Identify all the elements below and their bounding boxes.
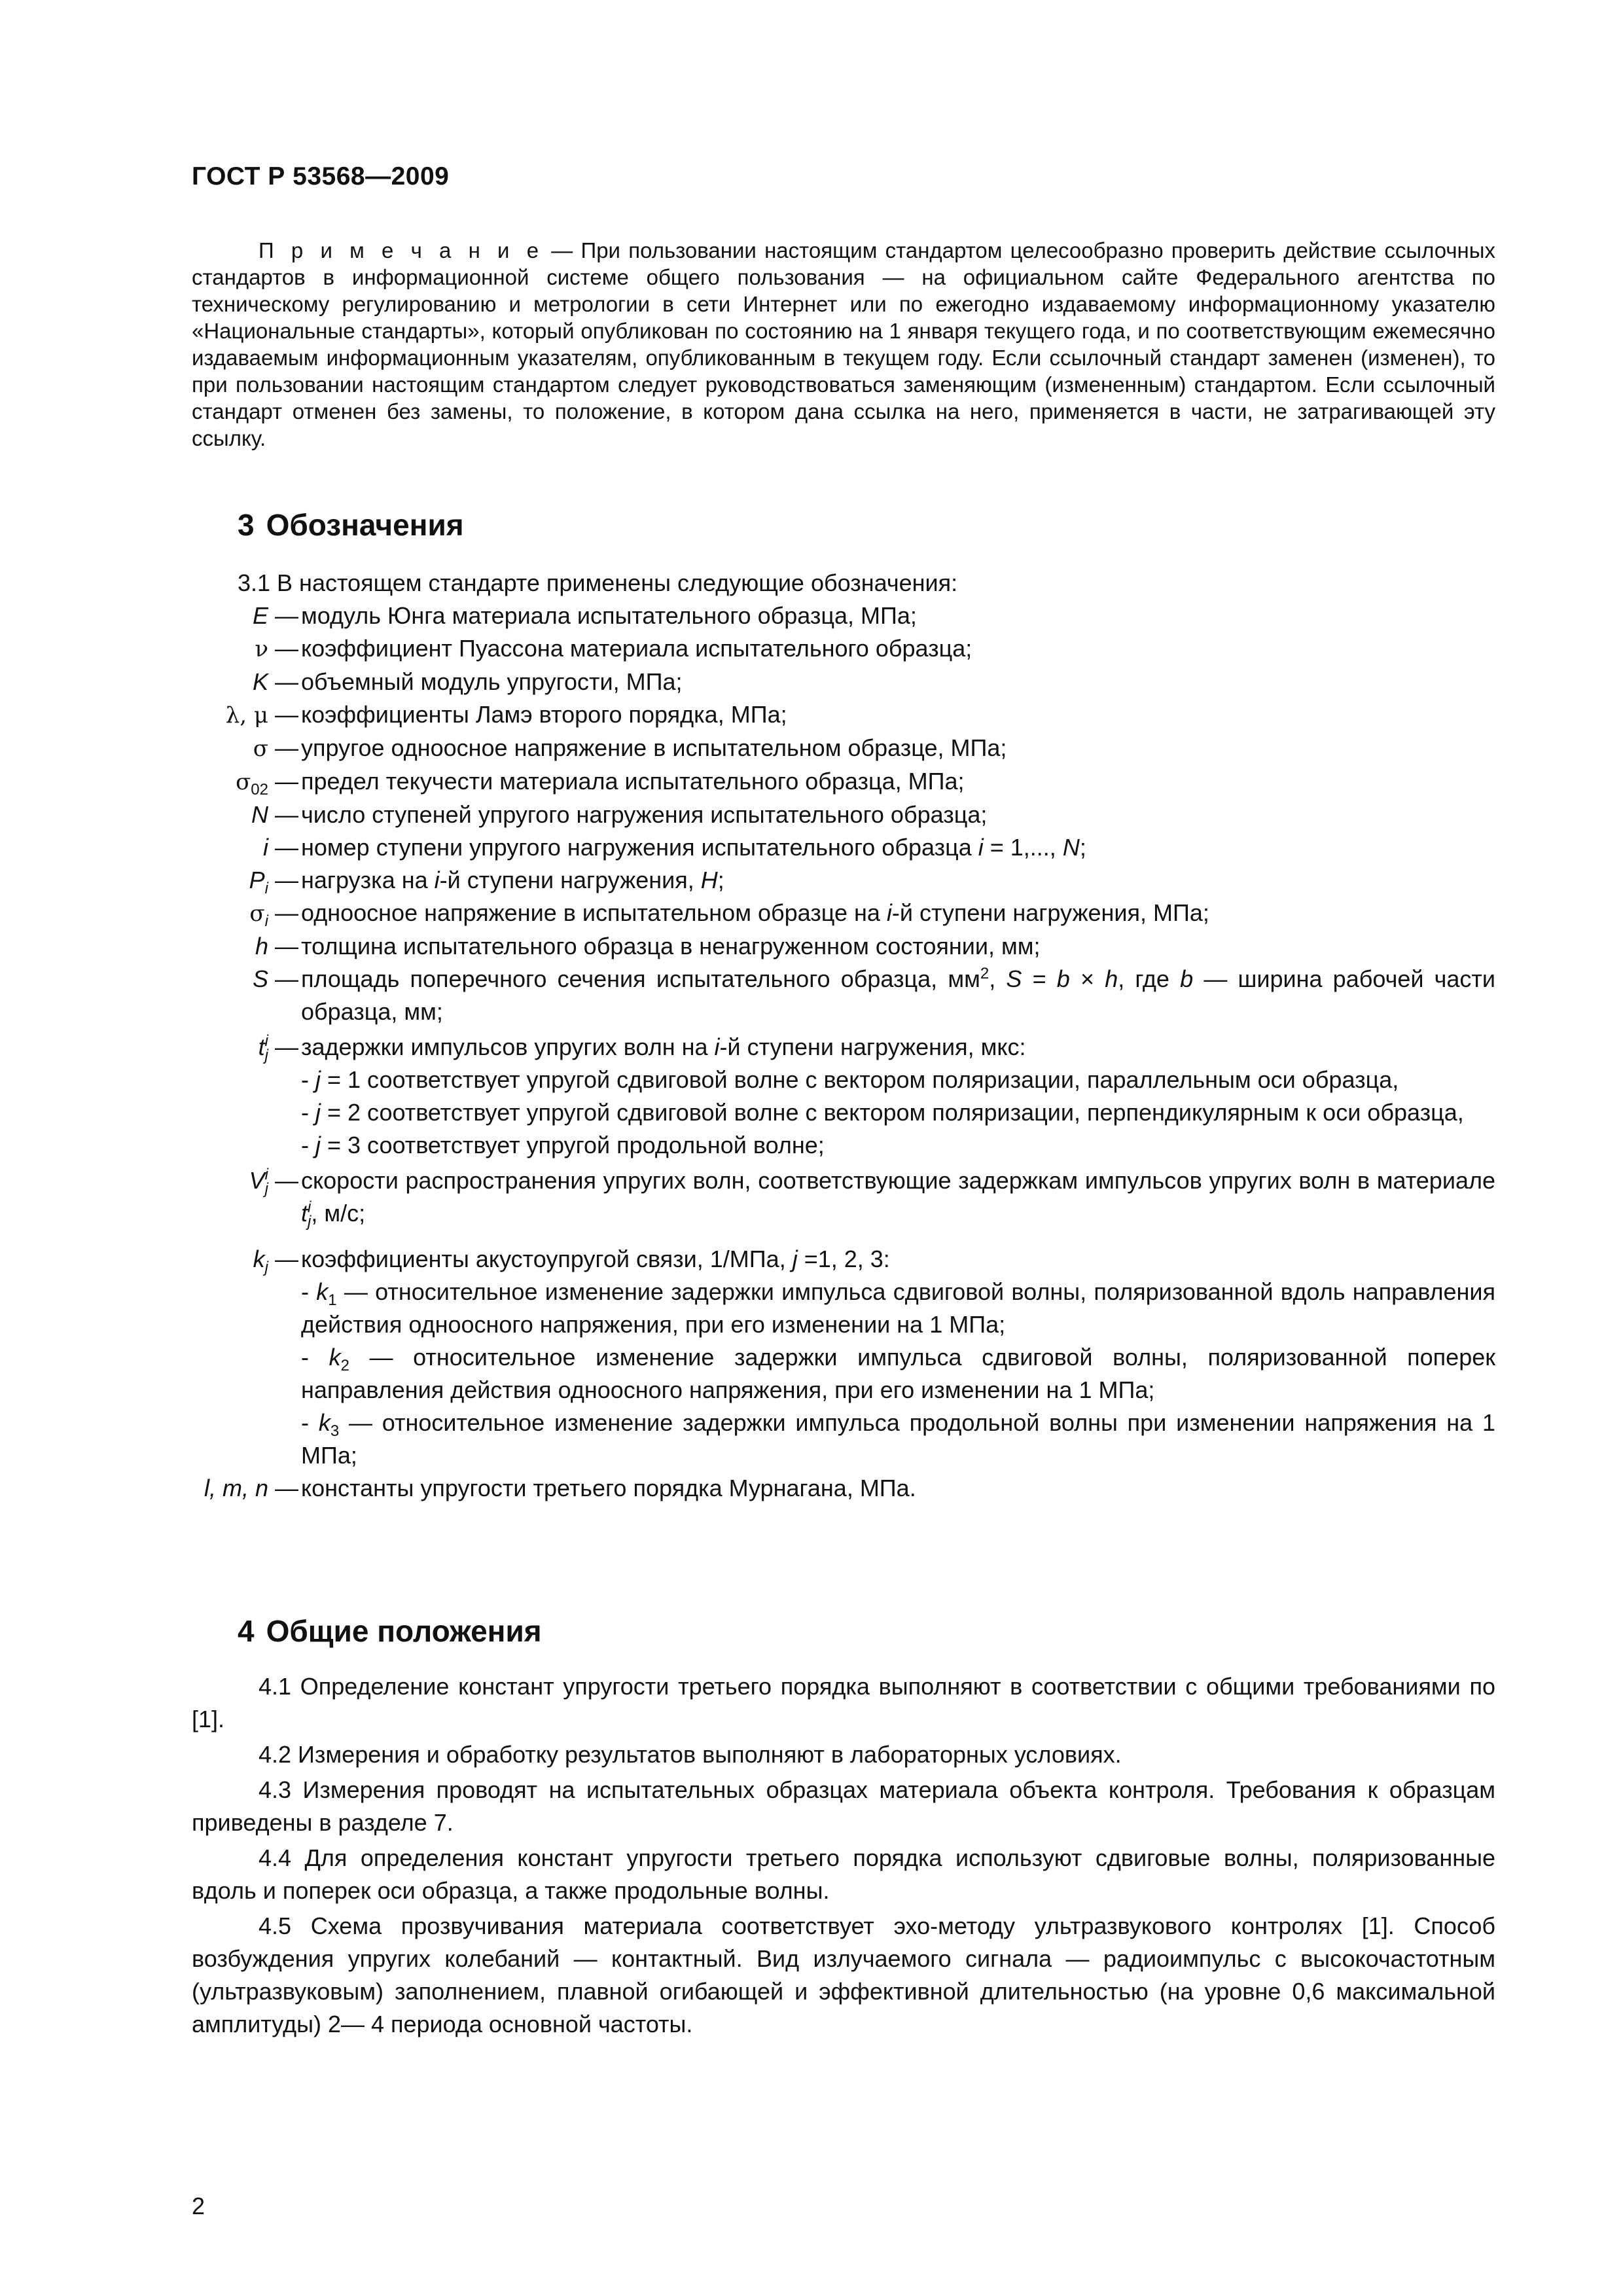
def-row-K: K — объемный модуль упругости, МПа; [157, 666, 1495, 698]
def-row-Pi: $P_i$ — нагрузка на i-й ступени нагружения, Н; [157, 864, 1495, 897]
def-sigma02-text: предел текучести материала испытательного образца, МПа; [301, 768, 965, 795]
section-4-heading [238, 1613, 542, 1649]
symbol-sigma02: σ [236, 769, 251, 795]
section-3-heading [238, 507, 464, 543]
def-row-lame: λ, μ — коэффициенты Ламэ второго порядка, МПа; [157, 698, 1495, 732]
def-row-sigma02: $\sigma_{02}$ — предел текучести материала испытательного образца, МПа; [157, 765, 1495, 798]
def-row-i: i — номер ступени упругого нагружения испытательного образца i = 1,..., N; [157, 831, 1495, 864]
kj-item: - $k_3$ — относительное изменение задержки импульса продольной волны при изменении напряжения на 1 МПа; [301, 1409, 1495, 1469]
section-3-number: 3 [238, 508, 255, 542]
def-Pi-text: нагрузка на i-й ступени нагружения, Н; [301, 867, 724, 893]
def-kj-text: коэффициенты акустоупругой связи, 1/МПа, j =1, 2, 3: - $k_1$ — относительное изменение задержки импульса сдвиговой волны, поляризованной вдоль направления действия одноосного напряжения, при его изменении на 1 МПа; - $k_2$ — относительное изменение задержки импульса сдвиговой волны, поляризованной поперек направления действия одноосного напряжения, при его изменении на 1 МПа; - $k_3$ — относительное изменение задержки импульса продольной волны при изменении напряжения на 1 МПа; [301, 1243, 1495, 1472]
section-4-body [192, 1670, 1495, 2043]
paragraph-4-3: 4.3 Измерения проводят на испытательных образцах материала объекта контроля. Требования к образцам приведены в разделе 7. [192, 1776, 1495, 1836]
symbol-lambda-mu: λ, μ [225, 702, 268, 728]
kj-item: - $k_1$ — относительное изменение задержки импульса сдвиговой волны, поляризованной вдоль направления действия одноосного напряжения, при его изменении на 1 МПа; [301, 1278, 1495, 1338]
def-lame-text: коэффициенты Ламэ второго порядка, МПа; [301, 701, 787, 728]
symbol-lmn: l, m, n [204, 1475, 268, 1501]
reference-note [192, 237, 1495, 452]
symbol-N: N [251, 801, 268, 828]
def-nu-text: коэффициент Пуассона материала испытательного образца; [301, 635, 972, 662]
paragraph-4-1: 4.1 Определение констант упругости третьего порядка выполняют в соответствии с общими требованиями по [1]. [192, 1673, 1495, 1732]
symbol-h: h [255, 933, 268, 960]
def-h-text: толщина испытательного образца в ненагруженном состоянии, мм; [301, 933, 1041, 960]
tij-item: - j = 1 соответствует упругой сдвиговой волне с вектором поляризации, параллельным оси образца, [301, 1066, 1399, 1093]
paragraph-4-2: 4.2 Измерения и обработку результатов выполняют в лабораторных условиях. [259, 1741, 1122, 1768]
def-row-h: h — толщина испытательного образца в ненагруженном состоянии, мм; [157, 930, 1495, 963]
symbol-Vij: V [249, 1167, 265, 1194]
page-number: 2 [192, 2193, 205, 2219]
section-3-title: Обозначения [266, 508, 464, 542]
kj-item: - $k_2$ — относительное изменение задержки импульса сдвиговой волны, поляризованной поперек направления действия одноосного напряжения, при его изменении на 1 МПа; [301, 1344, 1495, 1403]
section-4-title: Общие положения [266, 1614, 542, 1648]
symbol-Pi: P [249, 867, 265, 893]
symbol-kj: k [253, 1246, 265, 1272]
paragraph-4-4: 4.4 Для определения констант упругости третьего порядка используют сдвиговые волны, поляризованные вдоль и поперек оси образца, а также продольные волны. [192, 1844, 1495, 1904]
tij-item: - j = 2 соответствует упругой сдвиговой волне с вектором поляризации, перпендикулярным к оси образца, [301, 1099, 1464, 1126]
symbol-nu: ν [255, 636, 268, 662]
symbol-K: K [252, 668, 268, 695]
note-text: — При пользовании настоящим стандартом целесообразно проверить действие ссылочных стандартов в информационной системе общего пользования — на официальном сайте Федерального агентства по техническому регулированию и метрологии в сети Интернет или по ежегодно издаваемому информационному указателю «Национальные стандарты», который опубликован по состоянию на 1 января текущего года, и по соответствующим ежемесячно издаваемым информационным указателям, опубликованным в текущем году. Если ссылочный стандарт заменен (изменен), то при пользовании настоящим стандартом следует руководствоваться заменяющим (измененным) стандартом. Если ссылочный стандарт отменен без замены, то положение, в котором дана ссылка на него, применяется в части, не затрагивающей эту ссылку. [192, 238, 1495, 450]
def-row-N: N — число ступеней упругого нагружения испытательного образца; [157, 798, 1495, 831]
def-row-sigma: σ — упругое одноосное напряжение в испытательном образце, МПа; [157, 732, 1495, 765]
symbol-S: S [252, 965, 268, 992]
paragraph-4-5: 4.5 Схема прозвучивания материала соответствует эхо-методу ультразвукового контролях [1]. Способ возбуждения упругих колебаний — контактный. Вид излучаемого сигнала — радиоимпульс с высокочастотным (ультразвуковым) заполнением, плавной огибающей и эффективной длительностью (на уровне 0,6 максимальной амплитуды) 2— 4 периода основной частоты. [192, 1912, 1495, 2037]
symbol-sigma: σ [253, 736, 268, 762]
def-row-lmn: l, m, n — константы упругости третьего порядка Мурнагана, МПа. [157, 1472, 1495, 1505]
section-4-number: 4 [238, 1614, 255, 1648]
symbol-definitions [157, 600, 1495, 1505]
symbol-i: i [262, 834, 268, 861]
def-lmn-text: константы упругости третьего порядка Мурнагана, МПа. [301, 1475, 916, 1501]
def-S-text: площадь поперечного сечения испытательного образца, $мм^2$, S = b × h, где b — ширина рабочей части образца, мм; [301, 965, 1496, 1025]
def-row-tij: t i j — задержки импульсов упругих волн на i-й ступени нагружения, мкс: - j = 1 соответствует упругой сдвиговой волне с вектором поляризации, параллельным оси образца, - j = 2 соответствует упругой сдвиговой волне с вектором поляризации, перпендикулярным к оси образца, - j = 3 соответствует упругой продольной волне; [157, 1031, 1495, 1162]
def-E-text: модуль Юнга материала испытательного образца, МПа; [301, 602, 917, 629]
def-row-S: S — площадь поперечного сечения испытательного образца, $мм^2$, S = b × h, где b — ширина рабочей части образца, мм; [157, 963, 1495, 1028]
def-row-kj: $k_j$ — коэффициенты акустоупругой связи, 1/МПа, j =1, 2, 3: - $k_1$ — относительное изменение задержки импульса сдвиговой волны, поляризованной вдоль направления действия одноосного напряжения, при его изменении на 1 МПа; - $k_2$ — относительное изменение задержки импульса сдвиговой волны, поляризованной поперек направления действия одноосного напряжения, при его изменении на 1 МПа; - $k_3$ — относительное изменение задержки импульса продольной волны при изменении напряжения на 1 МПа; [157, 1243, 1495, 1472]
def-sigma-text: упругое одноосное напряжение в испытательном образце, МПа; [301, 734, 1007, 761]
symbol-tij: t [258, 1033, 265, 1060]
symbol-sigma-i: σ [249, 901, 265, 927]
document-id-header: ГОСТ Р 53568—2009 [192, 162, 450, 190]
def-row-nu: ν — коэффициент Пуассона материала испытательного образца; [157, 632, 1495, 666]
note-label: П р и м е ч а н и е [259, 238, 544, 262]
def-row-sigmai: $\sigma_i$ — одноосное напряжение в испытательном образце на i-й ступени нагружения, МПа; [157, 897, 1495, 930]
def-tij-text: задержки импульсов упругих волн на i-й ступени нагружения, мкс: - j = 1 соответствует упругой сдвиговой волне с вектором поляризации, параллельным оси образца, - j = 2 соответствует упругой сдвиговой волне с вектором поляризации, перпендикулярным к оси образца, - j = 3 соответствует упругой продольной волне; [301, 1031, 1495, 1162]
def-row-Vij: V i j — скорости распространения упругих волн, соответствующие задержкам импульсов упругих волн в материале t i j , м/с; [157, 1164, 1495, 1230]
def-i-text: номер ступени упругого нагружения испытательного образца i = 1,..., N; [301, 834, 1086, 861]
def-K-text: объемный модуль упругости, МПа; [301, 668, 683, 695]
def-sigmai-text: одноосное напряжение в испытательном образце на i-й ступени нагружения, МПа; [301, 899, 1209, 926]
symbol-E: E [252, 602, 268, 629]
tij-item: - j = 3 соответствует упругой продольной волне; [301, 1132, 825, 1158]
def-N-text: число ступеней упругого нагружения испытательного образца; [301, 801, 988, 828]
def-Vij-text: скорости распространения упругих волн, соответствующие задержкам импульсов упругих волн в материале t i j , м/с; [301, 1167, 1495, 1231]
section-3-intro: 3.1 В настоящем стандарте применены следующие обозначения: [238, 569, 958, 596]
def-row-E: E — модуль Юнга материала испытательного образца, МПа; [157, 600, 1495, 632]
